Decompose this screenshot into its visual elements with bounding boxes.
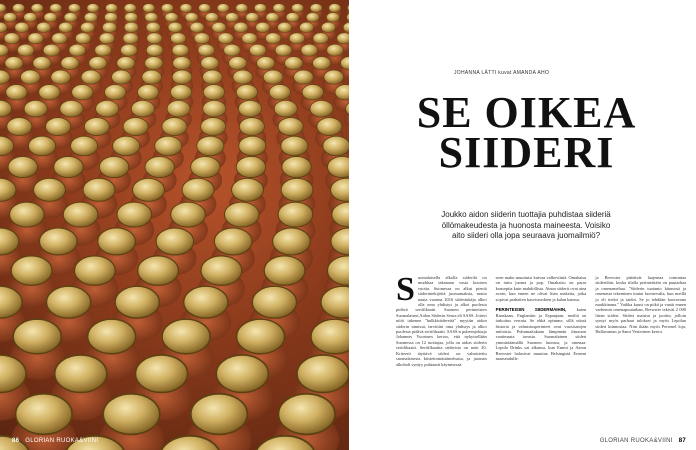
bottle-cap xyxy=(218,33,233,44)
bottle-cap xyxy=(95,44,112,56)
bottle-cap xyxy=(123,118,148,136)
bottle-cap xyxy=(34,178,66,201)
bottle-cap xyxy=(237,319,285,354)
bottle-cap xyxy=(292,4,304,13)
bottle-cap xyxy=(313,57,331,70)
bottle-cap xyxy=(98,228,136,255)
column-2 xyxy=(496,275,587,435)
bottle-cap xyxy=(294,70,314,84)
bottle-cap xyxy=(87,4,99,13)
bottle-cap xyxy=(125,13,138,22)
bottle-cap xyxy=(203,100,226,117)
bottle-cap xyxy=(103,394,160,435)
bottle-cap xyxy=(201,256,242,285)
bottle-cap xyxy=(162,118,187,136)
bottle-cap xyxy=(182,178,214,201)
bottle-cap xyxy=(171,33,186,44)
bottle-cap xyxy=(13,319,61,354)
bottle-cap xyxy=(4,13,17,22)
bottle-cap xyxy=(275,44,292,56)
bottle-cap xyxy=(198,44,215,56)
bottle-cap xyxy=(310,4,322,13)
bottle-cap xyxy=(257,57,275,70)
bottle-cap xyxy=(31,4,43,13)
title-line-1: SE OIKEA xyxy=(416,88,637,137)
bottle-cap xyxy=(44,13,57,22)
bottle-cap xyxy=(274,100,297,117)
bottle-cap xyxy=(214,228,252,255)
bottle-cap xyxy=(99,33,114,44)
bottle-cap xyxy=(115,286,159,318)
column-3 xyxy=(595,275,686,435)
bottle-cap xyxy=(216,355,268,393)
bottle-cap xyxy=(105,85,126,100)
bottle-cap xyxy=(145,57,163,70)
bottle-cap xyxy=(39,228,77,255)
drop-cap: S xyxy=(396,271,415,308)
bottle-cap xyxy=(5,57,23,70)
bottle-cap xyxy=(81,22,95,32)
bottle-cap xyxy=(89,57,107,70)
bottle-cap xyxy=(242,33,257,44)
column-1-text: uomalaisella alkolla siiderilä on murkkaa takanaan vasta koutsen vuotta. Suomessa on alkut pieniä siiderintekijöitä juomamaksia, mutta nauta vuonna 2016 siiderinkäju alkoi olla oma yhdistys ja alkoi puolesta pidävä sertifikaatti. Suomen perinteisten Suomalaisen Aidon Siiderin Seura eli SASS. Jotteri niitä tukenne "bulkkisiidereitä" myytiin aidon siiderin nimissä, tarvittiin oma yhdistys ja alkoi puolesta pidävä sertifikaatti. SASS:n puheenjohtaja Johannes Vuorinen kertoo, että nykyisellään Suomessa on 12 tuottajaa, jolla on aidon siiderin sertifikaatti. Sertifikaattia siiderista on noin 20. Kriteerit täyttävä siideri on valmistettu suomalaisesta kiistettomästämehusta, ja juoman alkoholi syntyy puhtaasti käymisessä. xyxy=(396,275,487,367)
bottle-cap xyxy=(185,13,198,22)
bottle-cap xyxy=(229,57,247,70)
bottle-cap xyxy=(117,202,152,227)
bottle-cap xyxy=(171,202,206,227)
bottle-cap xyxy=(69,44,86,56)
section-subhead: PERINTEISIIN SIIDERMAIHIN, xyxy=(495,307,567,313)
bottle-cap xyxy=(299,22,313,32)
bottle-cap xyxy=(289,33,304,44)
bottle-cap xyxy=(249,44,266,56)
bottle-cap xyxy=(88,319,136,354)
bottle-cap xyxy=(43,44,60,56)
bottle-cap xyxy=(327,44,344,56)
bottle-cap xyxy=(16,394,73,435)
bottle-cap xyxy=(266,13,279,22)
bottle-cap xyxy=(239,118,264,136)
bottle-cap xyxy=(50,4,62,13)
bottle-cap xyxy=(278,202,313,227)
bottle-cap xyxy=(194,33,209,44)
bottle-cap xyxy=(310,100,333,117)
bottle-cap xyxy=(217,4,229,13)
bottle-cap xyxy=(146,44,163,56)
bottle-cap xyxy=(28,136,55,156)
bottle-cap xyxy=(337,33,349,44)
bottle-cap xyxy=(81,70,101,84)
bottle-cap xyxy=(124,22,138,32)
bottle-cap xyxy=(281,178,313,201)
bottle-cap xyxy=(317,118,342,136)
bottle-cap xyxy=(324,70,344,84)
bottle-cap xyxy=(205,13,218,22)
bottle-cap xyxy=(131,100,154,117)
bottle-cap xyxy=(184,286,228,318)
page-number-right: 87 xyxy=(678,438,686,444)
bottle-cap xyxy=(236,85,257,100)
bottle-cap xyxy=(203,85,224,100)
bottle-cap xyxy=(180,4,192,13)
bottle-cap xyxy=(99,156,128,177)
bottle-cap xyxy=(162,319,210,354)
bottle-cap xyxy=(15,22,29,32)
bottle-cap xyxy=(46,118,71,136)
bottle-cap xyxy=(278,118,303,136)
bottle-cap xyxy=(313,33,328,44)
bottle-cap xyxy=(266,33,281,44)
bottle-cap xyxy=(33,57,51,70)
footer-right xyxy=(600,438,686,444)
bottle-cap xyxy=(24,13,37,22)
bottle-cap xyxy=(156,228,194,255)
bottle-cap xyxy=(191,394,248,435)
bottle-cap xyxy=(37,22,51,32)
bottle-cap xyxy=(203,70,223,84)
bottle-cap xyxy=(145,13,158,22)
bottle-cap xyxy=(232,178,264,201)
bottle-cap xyxy=(286,13,299,22)
bottle-cap xyxy=(61,57,79,70)
bottle-cap xyxy=(8,156,37,177)
bottle-cap xyxy=(96,100,119,117)
bottle-cap xyxy=(234,22,248,32)
bottle-cap xyxy=(226,13,239,22)
bottle-cap xyxy=(121,44,138,56)
bottle-cap xyxy=(75,33,90,44)
bottle-cap xyxy=(311,319,349,354)
magazine-name-right: GLORIAN RUOKA&VIINI xyxy=(599,438,673,444)
bottle-cap xyxy=(52,33,67,44)
bottle-cap xyxy=(124,4,136,13)
column-1 xyxy=(396,271,487,435)
bottle-cap xyxy=(246,13,259,22)
bottle-cap xyxy=(191,156,220,177)
bottle-cap xyxy=(168,22,182,32)
bottle-cap xyxy=(269,85,290,100)
bottle-cap xyxy=(170,85,191,100)
bottle-cap xyxy=(301,44,318,56)
bottle-cap xyxy=(28,33,43,44)
bottle-cap xyxy=(4,33,19,44)
article-lede: Joukko aidon siiderin tuottajia puhdistaa siideriä öllömakeudesta ja huonosta maineesta. Voisiko aito siideri olla jopa seuraava juomailmiö? xyxy=(441,210,611,240)
bottle-cap xyxy=(112,70,132,84)
bottle-cap xyxy=(173,57,191,70)
bottle-cap xyxy=(83,178,115,201)
bottle-cap xyxy=(201,118,226,136)
bottle-cap xyxy=(142,70,162,84)
article-title xyxy=(414,88,639,177)
bottle-cap xyxy=(145,156,174,177)
bottle-cap xyxy=(321,22,335,32)
bottle-cap xyxy=(264,256,305,285)
bottle-cap xyxy=(71,136,98,156)
bottle-cap xyxy=(282,156,311,177)
bottle-cap xyxy=(39,85,60,100)
bottle-cap xyxy=(306,13,319,22)
bottle-cap xyxy=(135,355,187,393)
bottle-cap xyxy=(113,136,140,156)
bottle-cap xyxy=(21,70,41,84)
bottle-cap xyxy=(172,70,192,84)
bottle-cap xyxy=(7,118,32,136)
bottle-cap xyxy=(84,118,109,136)
bottle-cap xyxy=(104,13,117,22)
title-line-2: SIIDERI xyxy=(438,128,615,177)
bottle-cap xyxy=(273,4,285,13)
magazine-name-left: GLORIAN RUOKA&VIINI xyxy=(25,438,99,444)
bottle-cap xyxy=(138,85,159,100)
bottle-cap xyxy=(138,256,179,285)
bottle-cap xyxy=(64,13,77,22)
bottle-cap xyxy=(63,202,98,227)
bottle-cap xyxy=(236,4,248,13)
bottle-cap xyxy=(13,4,25,13)
bottle-cap xyxy=(102,22,116,32)
bottle-cap xyxy=(302,85,323,100)
bottle-cap xyxy=(172,44,189,56)
bottle-cap xyxy=(17,44,34,56)
bottle-cap xyxy=(281,136,308,156)
bottle-cap xyxy=(117,57,135,70)
bottle-cap xyxy=(74,256,115,285)
bottle-cap xyxy=(46,286,90,318)
bottle-cap xyxy=(123,33,138,44)
bottle-cap xyxy=(161,4,173,13)
bottle-cap xyxy=(147,33,162,44)
column-2-text-b: kuten Ranskaan, Englantiin ja Espanjaan, meiltä on tarkoitus verrata. Se ehkä opimme, sillä niissä historia ja valmistusperinteet ovat vuosisatojen mittaisia. Puhumattakaan lämpimän ilmaston vaatimasta tavasta. Suomalainen siideri ymmärtäämällä Suomen luontoa, ja omenaa. Lepola Drinks sai alkunsa, kun Emmi ja Aaron Brewster halusivat muuttaa Helsingistä Ermeni maaseudulle. xyxy=(495,307,587,362)
byline: JOHANNA LÄTTI kuvat AMANDA AHO xyxy=(454,70,550,76)
bottle-cap xyxy=(236,156,265,177)
bottle-cap xyxy=(224,44,241,56)
bottle-cap xyxy=(263,70,283,84)
article-page xyxy=(349,0,696,450)
bottle-cap xyxy=(278,394,335,435)
bottle-cap xyxy=(68,4,80,13)
bottle-cap xyxy=(254,4,266,13)
bottle-cap xyxy=(10,202,45,227)
bottle-cap xyxy=(285,57,303,70)
bottle-cap xyxy=(326,13,339,22)
bottle-cap xyxy=(143,4,155,13)
bottle-cap xyxy=(11,256,52,285)
bottle-cap xyxy=(212,22,226,32)
bottle-cap xyxy=(106,4,118,13)
bottle-cap xyxy=(167,100,190,117)
bottle-cap xyxy=(54,156,83,177)
bottle-cap xyxy=(24,100,47,117)
article-body xyxy=(396,271,687,435)
bottle-cap xyxy=(252,286,296,318)
footer-left xyxy=(12,438,98,444)
bottle-cap xyxy=(233,70,253,84)
bottle-cap xyxy=(60,100,83,117)
bottle-cap xyxy=(84,13,97,22)
bottle-cap xyxy=(201,57,219,70)
bottle-cap xyxy=(165,13,178,22)
bottle-cap xyxy=(297,355,349,393)
bottle-cap xyxy=(6,85,27,100)
bottle-cap xyxy=(256,22,270,32)
bottle-cap xyxy=(155,136,182,156)
bottle-cap xyxy=(329,4,341,13)
bottle-cap xyxy=(224,202,259,227)
bottle-cap xyxy=(51,70,71,84)
bottle-cap xyxy=(273,228,311,255)
bottle-cap xyxy=(55,355,107,393)
bottle-cap xyxy=(199,4,211,13)
bottle-cap xyxy=(239,136,266,156)
bottle-cap xyxy=(278,22,292,32)
bottle-cap xyxy=(197,136,224,156)
bottle-cap xyxy=(190,22,204,32)
bottle-cap xyxy=(239,100,262,117)
page-number-left: 86 xyxy=(12,438,20,444)
bottle-cap xyxy=(146,22,160,32)
column-2-text-a: seen maku muuttuisi kuivaa valkoviiniä. Omakaisu on tuttu juoma ja pop. Omakaisu on paras konseptia kuin mahdollista. Ainoa siiderit ovat aina avoin, kun ennen ne olivat liian makeita, jotka sopivat parhaiten kasvisruokien ja kalan kanssa. xyxy=(495,275,587,302)
bottle-cap xyxy=(323,136,349,156)
bottle-cap xyxy=(133,178,165,201)
bottle-cap xyxy=(59,22,73,32)
column-3-text: ja Brewster päättivät laajentaa toimintaa siideriihin, koska tilalla perinteittäin on puutarhaa ja omenamehua. "Siiderin tuotanto kiinnosti ja omenasta tekeminen tuntui luontevalta, kun meillä jo oli tiedot ja taidot. Se jo tehdään kasvavana markkinana." Vaikka kuusi on pitkä ja vaatii ennen varhemin omenapuutarhan, Brewster tekivät 2 000 litran siideri. Siideri maistui ja juotiin, jolloin syntyi myös parhaat tulokset ja myös Lepolan siideri kiinnostaa. Niin ikään myös Perrenel loja, Hallavanian ja Sami Vesterinen kertoi. xyxy=(595,275,687,335)
bottle-cap xyxy=(72,85,93,100)
